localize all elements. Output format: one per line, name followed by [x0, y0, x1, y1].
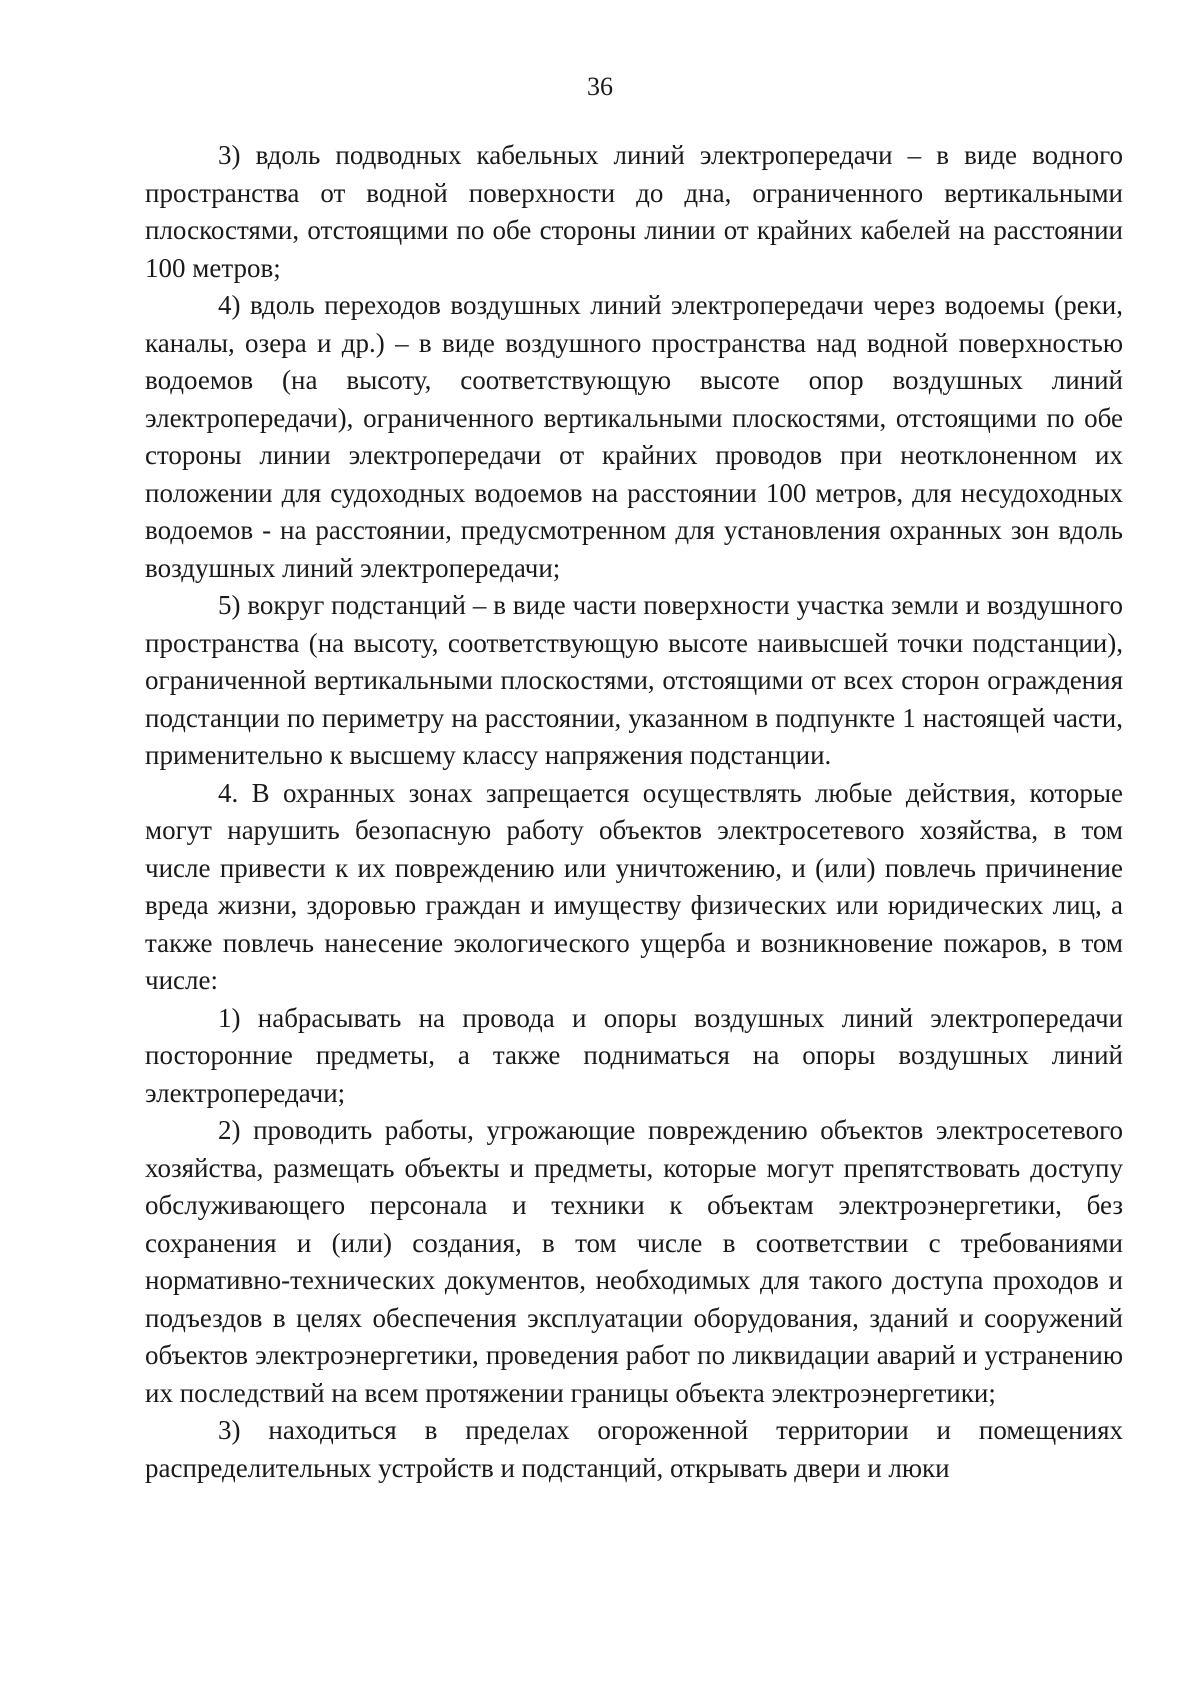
paragraph-item-4-water-crossings: 4) вдоль переходов воздушных линий электропередачи через водоемы (реки, каналы, озера и др.) – в виде воздушного пространства над водной поверхностью водоемов (на высоту, соответствующую высоте опор воздушных линий электропередачи), ограниченного вертикальными плоскостями, отстоящими по обе стороны линии электропередачи от крайних проводов при неотклоненном их положении для судоходных водоемов на расстоянии 100 метров, для несудоходных водоемов - на расстоянии, предусмотренном для установления охранных зон вдоль воздушных линий электропередачи;: [145, 290, 1123, 583]
paragraph-prohibition-2: 2) проводить работы, угрожающие повреждению объектов электросетевого хозяйства, размещать объекты и предметы, которые могут препятствовать доступу обслуживающего персонала и техники к объектам электроэнергетики, без сохранения и (или) создания, в том числе в соответствии с требованиями нормативно-технических документов, необходимых для такого доступа проходов и подъездов в целях обеспечения эксплуатации оборудования, зданий и сооружений объектов электроэнергетики, проведения работ по ликвидации аварий и устранению их последствий на всем протяжении границы объекта электроэнергетики;: [145, 1115, 1123, 1408]
paragraph-prohibition-1: 1) набрасывать на провода и опоры воздушных линий электропередачи посторонние предметы, а также подниматься на опоры воздушных линий электропередачи;: [145, 1002, 1123, 1108]
paragraph-prohibition-3: 3) находиться в пределах огороженной территории и помещениях распределительных устройств и подстанций, открывать двери и люки: [145, 1415, 1123, 1483]
document-body: [145, 137, 1123, 1487]
paragraph-section-4-prohibitions: 4. В охранных зонах запрещается осуществлять любые действия, которые могут нарушить безопасную работу объектов электросетевого хозяйства, в том числе привести к их повреждению или уничтожению, и (или) повлечь причинение вреда жизни, здоровью граждан и имуществу физических или юридических лиц, а также повлечь нанесение экологического ущерба и возникновение пожаров, в том числе:: [145, 777, 1123, 995]
page-number: 36: [587, 72, 613, 101]
paragraph-item-3-underwater-cables: 3) вдоль подводных кабельных линий электропередачи – в виде водного пространства от водной поверхности до дна, ограниченного вертикальными плоскостями, отстоящими по обе стороны линии от крайних кабелей на расстоянии 100 метров;: [145, 140, 1123, 283]
paragraph-item-5-substations: 5) вокруг подстанций – в виде части поверхности участка земли и воздушного пространства (на высоту, соответствующую высоте наивысшей точки подстанции), ограниченной вертикальными плоскостями, отстоящими от всех сторон ограждения подстанции по периметру на расстоянии, указанном в подпункте 1 настоящей части, применительно к высшему классу напряжения подстанции.: [145, 590, 1123, 770]
